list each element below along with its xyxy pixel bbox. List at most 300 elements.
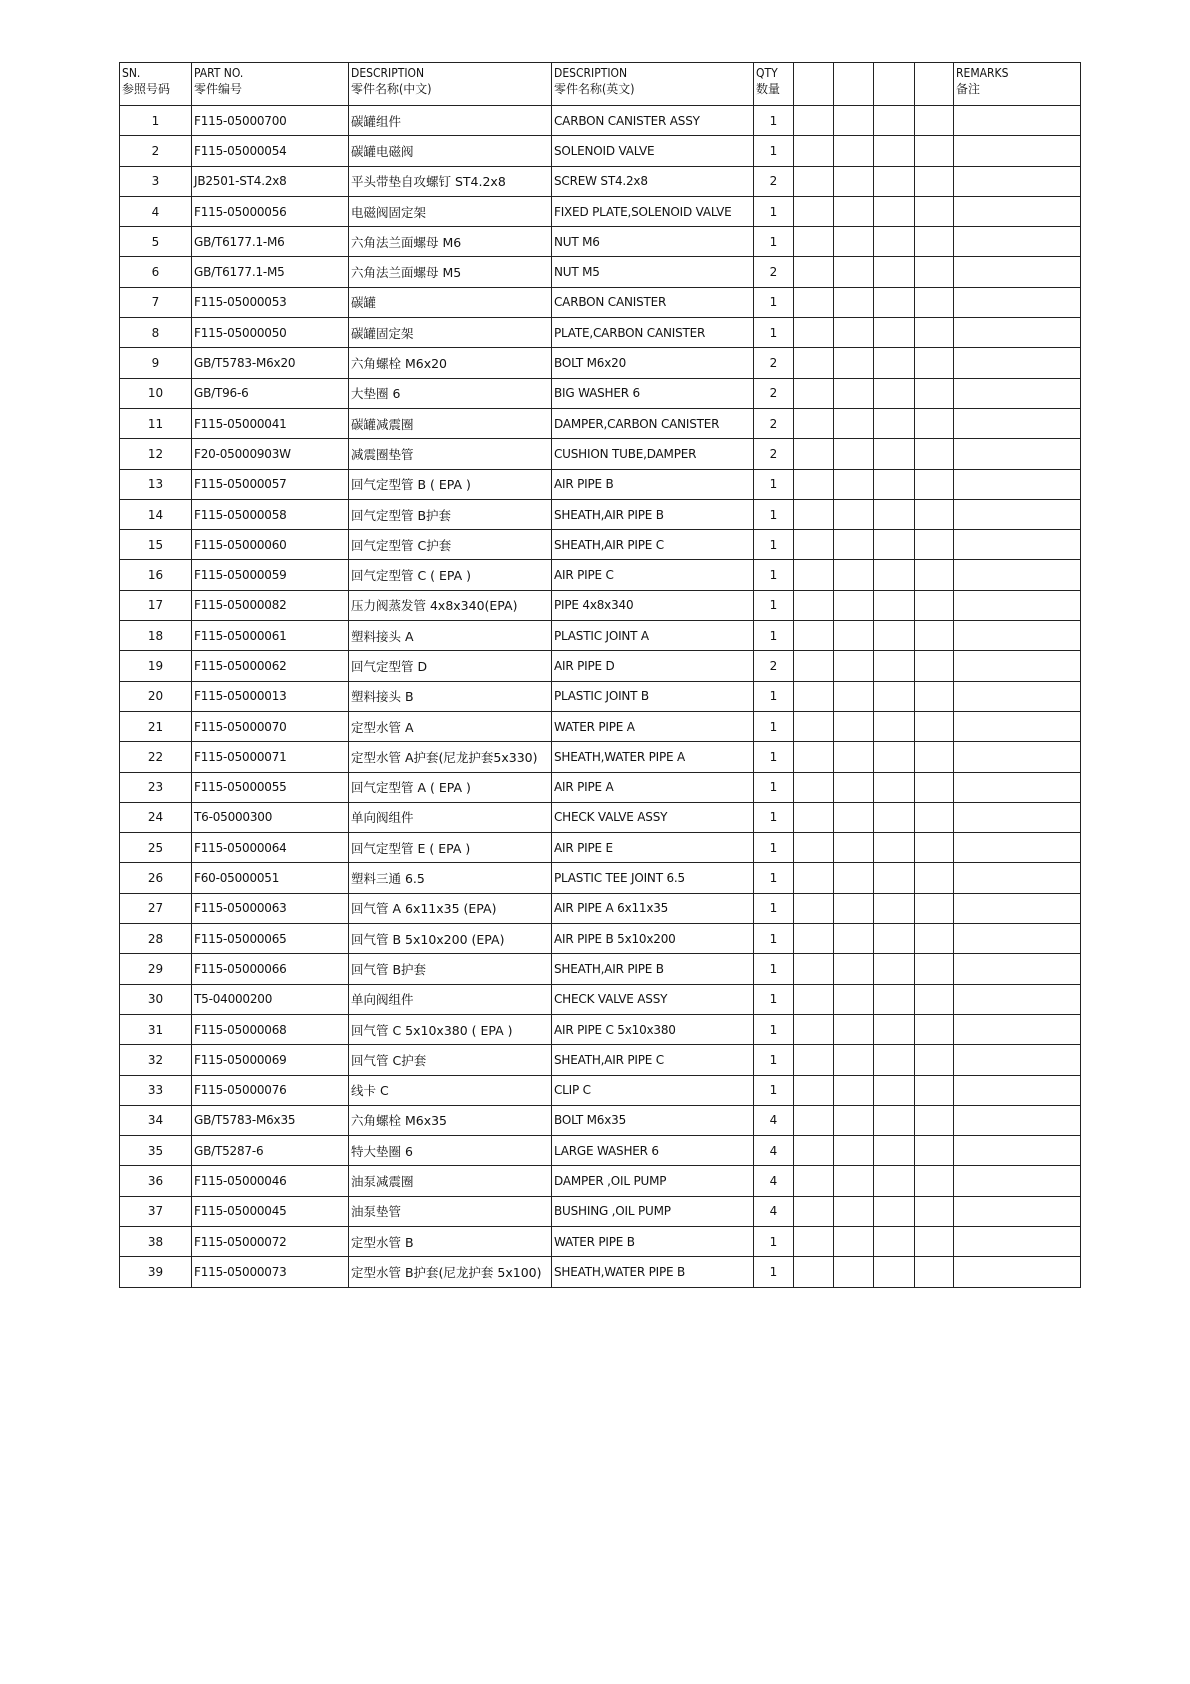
- blank-cell-1: [794, 863, 834, 893]
- blank-cell-4: [915, 499, 954, 529]
- sn-cell: 9: [120, 348, 192, 378]
- part-no-cell: F115-05000071: [192, 742, 349, 772]
- part-no-cell: F115-05000062: [192, 651, 349, 681]
- description-cn-cell: 定型水管 A: [349, 711, 552, 741]
- description-cn-cell: 回气定型管 B护套: [349, 499, 552, 529]
- part-no-cell: F115-05000065: [192, 924, 349, 954]
- blank-cell-3: [874, 469, 915, 499]
- part-no-cell: GB/T96-6: [192, 378, 349, 408]
- sn-cell: 2: [120, 136, 192, 166]
- description-cn-cell: 定型水管 A护套(尼龙护套5x330): [349, 742, 552, 772]
- table-row: [120, 893, 1081, 923]
- description-cn-cell: 塑料接头 A: [349, 621, 552, 651]
- table-row: [120, 590, 1081, 620]
- blank-cell-1: [794, 1136, 834, 1166]
- sn-cell: 7: [120, 287, 192, 317]
- blank-cell-4: [915, 348, 954, 378]
- blank-cell-2: [834, 833, 874, 863]
- blank-cell-1: [794, 681, 834, 711]
- blank-cell-2: [834, 621, 874, 651]
- description-en-cell: LARGE WASHER 6: [552, 1136, 754, 1166]
- table-row: [120, 621, 1081, 651]
- table-row: [120, 651, 1081, 681]
- sn-cell: 6: [120, 257, 192, 287]
- remarks-cell: [954, 348, 1081, 378]
- blank-cell-1: [794, 711, 834, 741]
- qty-cell: 2: [754, 378, 794, 408]
- blank-cell-3: [874, 651, 915, 681]
- sn-cell: 4: [120, 196, 192, 226]
- part-no-cell: JB2501-ST4.2x8: [192, 166, 349, 196]
- blank-cell-2: [834, 408, 874, 438]
- part-no-cell: F115-05000700: [192, 106, 349, 136]
- blank-cell-2: [834, 257, 874, 287]
- blank-cell-1: [794, 378, 834, 408]
- description-cn-cell: 回气定型管 C ( EPA ): [349, 560, 552, 590]
- blank-cell-4: [915, 651, 954, 681]
- blank-cell-4: [915, 469, 954, 499]
- blank-cell-3: [874, 590, 915, 620]
- blank-cell-1: [794, 166, 834, 196]
- table-row: [120, 924, 1081, 954]
- blank-cell-1: [794, 651, 834, 681]
- blank-cell-1: [794, 1226, 834, 1256]
- remarks-cell: [954, 711, 1081, 741]
- qty-cell: 1: [754, 560, 794, 590]
- table-row: [120, 378, 1081, 408]
- header-description-en: DESCRIPTION 零件名称(英文): [552, 63, 754, 106]
- table-row: [120, 1166, 1081, 1196]
- description-en-cell: SHEATH,AIR PIPE C: [552, 530, 754, 560]
- description-cn-cell: 碳罐组件: [349, 106, 552, 136]
- blank-cell-2: [834, 1075, 874, 1105]
- qty-cell: 1: [754, 954, 794, 984]
- sn-cell: 37: [120, 1196, 192, 1226]
- sn-cell: 19: [120, 651, 192, 681]
- remarks-cell: [954, 1226, 1081, 1256]
- blank-cell-2: [834, 1136, 874, 1166]
- blank-cell-4: [915, 560, 954, 590]
- blank-cell-1: [794, 1105, 834, 1135]
- blank-cell-1: [794, 893, 834, 923]
- description-cn-cell: 平头带垫自攻螺钉 ST4.2x8: [349, 166, 552, 196]
- description-en-cell: CLIP C: [552, 1075, 754, 1105]
- blank-cell-4: [915, 106, 954, 136]
- sn-cell: 12: [120, 439, 192, 469]
- remarks-cell: [954, 984, 1081, 1014]
- description-cn-cell: 线卡 C: [349, 1075, 552, 1105]
- sn-cell: 27: [120, 893, 192, 923]
- blank-cell-4: [915, 742, 954, 772]
- blank-cell-4: [915, 1196, 954, 1226]
- header-blank-2: [834, 63, 874, 106]
- description-en-cell: PLASTIC JOINT B: [552, 681, 754, 711]
- blank-cell-3: [874, 772, 915, 802]
- table-row: [120, 711, 1081, 741]
- description-en-cell: AIR PIPE B: [552, 469, 754, 499]
- description-cn-cell: 定型水管 B: [349, 1226, 552, 1256]
- qty-cell: 1: [754, 318, 794, 348]
- blank-cell-3: [874, 318, 915, 348]
- qty-cell: 2: [754, 166, 794, 196]
- blank-cell-3: [874, 287, 915, 317]
- table-row: [120, 499, 1081, 529]
- blank-cell-2: [834, 287, 874, 317]
- blank-cell-3: [874, 1257, 915, 1287]
- description-en-cell: AIR PIPE B 5x10x200: [552, 924, 754, 954]
- qty-cell: 1: [754, 530, 794, 560]
- blank-cell-1: [794, 196, 834, 226]
- qty-cell: 1: [754, 1226, 794, 1256]
- blank-cell-4: [915, 257, 954, 287]
- header-qty: QTY 数量: [754, 63, 794, 106]
- blank-cell-3: [874, 1166, 915, 1196]
- blank-cell-1: [794, 1045, 834, 1075]
- description-en-cell: CUSHION TUBE,DAMPER: [552, 439, 754, 469]
- sn-cell: 13: [120, 469, 192, 499]
- blank-cell-4: [915, 681, 954, 711]
- remarks-cell: [954, 1166, 1081, 1196]
- blank-cell-1: [794, 954, 834, 984]
- sn-cell: 16: [120, 560, 192, 590]
- blank-cell-3: [874, 227, 915, 257]
- blank-cell-4: [915, 1257, 954, 1287]
- part-no-cell: F115-05000069: [192, 1045, 349, 1075]
- description-cn-cell: 回气管 C护套: [349, 1045, 552, 1075]
- blank-cell-2: [834, 166, 874, 196]
- blank-cell-3: [874, 257, 915, 287]
- description-en-cell: DAMPER ,OIL PUMP: [552, 1166, 754, 1196]
- part-no-cell: F115-05000061: [192, 621, 349, 651]
- table-row: [120, 257, 1081, 287]
- description-en-cell: BOLT M6x35: [552, 1105, 754, 1135]
- blank-cell-4: [915, 863, 954, 893]
- table-row: [120, 469, 1081, 499]
- blank-cell-3: [874, 863, 915, 893]
- qty-cell: 1: [754, 499, 794, 529]
- remarks-cell: [954, 742, 1081, 772]
- blank-cell-2: [834, 530, 874, 560]
- part-no-cell: F115-05000070: [192, 711, 349, 741]
- description-cn-cell: 定型水管 B护套(尼龙护套 5x100): [349, 1257, 552, 1287]
- description-cn-cell: 塑料三通 6.5: [349, 863, 552, 893]
- part-no-cell: F115-05000072: [192, 1226, 349, 1256]
- description-cn-cell: 回气定型管 E ( EPA ): [349, 833, 552, 863]
- description-en-cell: CHECK VALVE ASSY: [552, 802, 754, 832]
- description-en-cell: AIR PIPE D: [552, 651, 754, 681]
- blank-cell-2: [834, 378, 874, 408]
- blank-cell-3: [874, 560, 915, 590]
- part-no-cell: T6-05000300: [192, 802, 349, 832]
- sn-cell: 8: [120, 318, 192, 348]
- description-cn-cell: 油泵减震圈: [349, 1166, 552, 1196]
- blank-cell-1: [794, 1257, 834, 1287]
- part-no-cell: F115-05000055: [192, 772, 349, 802]
- blank-cell-4: [915, 772, 954, 802]
- remarks-cell: [954, 439, 1081, 469]
- sn-cell: 3: [120, 166, 192, 196]
- blank-cell-3: [874, 1045, 915, 1075]
- qty-cell: 2: [754, 348, 794, 378]
- table-row: [120, 1105, 1081, 1135]
- sn-cell: 31: [120, 1014, 192, 1044]
- table-row: [120, 439, 1081, 469]
- qty-cell: 4: [754, 1166, 794, 1196]
- qty-cell: 4: [754, 1196, 794, 1226]
- table-row: [120, 348, 1081, 378]
- description-en-cell: AIR PIPE C: [552, 560, 754, 590]
- sn-cell: 17: [120, 590, 192, 620]
- header-remarks: REMARKS 备注: [954, 63, 1081, 106]
- blank-cell-3: [874, 954, 915, 984]
- table-row: [120, 530, 1081, 560]
- part-no-cell: F115-05000041: [192, 408, 349, 438]
- blank-cell-1: [794, 590, 834, 620]
- description-cn-cell: 回气定型管 A ( EPA ): [349, 772, 552, 802]
- table-row: [120, 408, 1081, 438]
- description-en-cell: PLASTIC TEE JOINT 6.5: [552, 863, 754, 893]
- description-cn-cell: 单向阀组件: [349, 802, 552, 832]
- blank-cell-4: [915, 287, 954, 317]
- blank-cell-1: [794, 621, 834, 651]
- qty-cell: 1: [754, 1075, 794, 1105]
- remarks-cell: [954, 893, 1081, 923]
- blank-cell-3: [874, 1075, 915, 1105]
- qty-cell: 1: [754, 287, 794, 317]
- qty-cell: 1: [754, 1045, 794, 1075]
- blank-cell-4: [915, 408, 954, 438]
- remarks-cell: [954, 1075, 1081, 1105]
- description-en-cell: CARBON CANISTER: [552, 287, 754, 317]
- qty-cell: 4: [754, 1136, 794, 1166]
- blank-cell-1: [794, 530, 834, 560]
- sn-cell: 22: [120, 742, 192, 772]
- blank-cell-4: [915, 439, 954, 469]
- description-cn-cell: 碳罐电磁阀: [349, 136, 552, 166]
- part-no-cell: F115-05000064: [192, 833, 349, 863]
- blank-cell-4: [915, 1136, 954, 1166]
- remarks-cell: [954, 833, 1081, 863]
- blank-cell-1: [794, 1014, 834, 1044]
- blank-cell-3: [874, 1136, 915, 1166]
- blank-cell-4: [915, 1226, 954, 1256]
- description-cn-cell: 碳罐: [349, 287, 552, 317]
- remarks-cell: [954, 1136, 1081, 1166]
- sn-cell: 33: [120, 1075, 192, 1105]
- sn-cell: 14: [120, 499, 192, 529]
- qty-cell: 1: [754, 742, 794, 772]
- blank-cell-3: [874, 530, 915, 560]
- sn-cell: 21: [120, 711, 192, 741]
- table-row: [120, 984, 1081, 1014]
- description-en-cell: FIXED PLATE,SOLENOID VALVE: [552, 196, 754, 226]
- blank-cell-4: [915, 166, 954, 196]
- part-no-cell: F115-05000046: [192, 1166, 349, 1196]
- blank-cell-2: [834, 227, 874, 257]
- description-cn-cell: 压力阀蒸发管 4x8x340(EPA): [349, 590, 552, 620]
- header-blank-3: [874, 63, 915, 106]
- blank-cell-4: [915, 1014, 954, 1044]
- blank-cell-2: [834, 136, 874, 166]
- part-no-cell: F115-05000050: [192, 318, 349, 348]
- blank-cell-1: [794, 257, 834, 287]
- blank-cell-3: [874, 893, 915, 923]
- blank-cell-3: [874, 621, 915, 651]
- description-en-cell: SHEATH,AIR PIPE B: [552, 499, 754, 529]
- remarks-cell: [954, 106, 1081, 136]
- blank-cell-2: [834, 106, 874, 136]
- blank-cell-1: [794, 1196, 834, 1226]
- part-no-cell: F115-05000068: [192, 1014, 349, 1044]
- qty-cell: 1: [754, 106, 794, 136]
- qty-cell: 1: [754, 833, 794, 863]
- remarks-cell: [954, 772, 1081, 802]
- sn-cell: 38: [120, 1226, 192, 1256]
- qty-cell: 1: [754, 802, 794, 832]
- remarks-cell: [954, 227, 1081, 257]
- blank-cell-2: [834, 1014, 874, 1044]
- blank-cell-4: [915, 1105, 954, 1135]
- qty-cell: 2: [754, 257, 794, 287]
- table-row: [120, 1045, 1081, 1075]
- part-no-cell: F115-05000076: [192, 1075, 349, 1105]
- qty-cell: 2: [754, 651, 794, 681]
- sn-cell: 26: [120, 863, 192, 893]
- blank-cell-1: [794, 136, 834, 166]
- description-cn-cell: 碳罐减震圈: [349, 408, 552, 438]
- sn-cell: 5: [120, 227, 192, 257]
- blank-cell-1: [794, 924, 834, 954]
- qty-cell: 4: [754, 1105, 794, 1135]
- sn-cell: 18: [120, 621, 192, 651]
- description-cn-cell: 六角螺栓 M6x20: [349, 348, 552, 378]
- blank-cell-3: [874, 742, 915, 772]
- parts-table-body: [120, 106, 1081, 1288]
- sn-cell: 15: [120, 530, 192, 560]
- sn-cell: 24: [120, 802, 192, 832]
- description-en-cell: WATER PIPE B: [552, 1226, 754, 1256]
- blank-cell-2: [834, 196, 874, 226]
- part-no-cell: GB/T6177.1-M6: [192, 227, 349, 257]
- description-en-cell: SCREW ST4.2x8: [552, 166, 754, 196]
- blank-cell-1: [794, 833, 834, 863]
- part-no-cell: F115-05000073: [192, 1257, 349, 1287]
- part-no-cell: F115-05000056: [192, 196, 349, 226]
- blank-cell-1: [794, 439, 834, 469]
- remarks-cell: [954, 651, 1081, 681]
- header-part-no: PART NO. 零件编号: [192, 63, 349, 106]
- remarks-cell: [954, 469, 1081, 499]
- header-blank-4: [915, 63, 954, 106]
- blank-cell-4: [915, 1166, 954, 1196]
- description-en-cell: AIR PIPE A: [552, 772, 754, 802]
- description-en-cell: BIG WASHER 6: [552, 378, 754, 408]
- sn-cell: 32: [120, 1045, 192, 1075]
- table-row: [120, 742, 1081, 772]
- blank-cell-3: [874, 1226, 915, 1256]
- remarks-cell: [954, 590, 1081, 620]
- blank-cell-1: [794, 106, 834, 136]
- sn-cell: 35: [120, 1136, 192, 1166]
- qty-cell: 2: [754, 408, 794, 438]
- description-cn-cell: 回气定型管 B ( EPA ): [349, 469, 552, 499]
- description-cn-cell: 塑料接头 B: [349, 681, 552, 711]
- remarks-cell: [954, 318, 1081, 348]
- remarks-cell: [954, 1014, 1081, 1044]
- part-no-cell: F115-05000054: [192, 136, 349, 166]
- qty-cell: 1: [754, 893, 794, 923]
- remarks-cell: [954, 166, 1081, 196]
- blank-cell-3: [874, 1105, 915, 1135]
- remarks-cell: [954, 136, 1081, 166]
- blank-cell-4: [915, 196, 954, 226]
- sn-cell: 36: [120, 1166, 192, 1196]
- qty-cell: 1: [754, 1014, 794, 1044]
- header-sn: SN. 参照号码: [120, 63, 192, 106]
- part-no-cell: F115-05000082: [192, 590, 349, 620]
- part-no-cell: GB/T5287-6: [192, 1136, 349, 1166]
- sn-cell: 11: [120, 408, 192, 438]
- blank-cell-3: [874, 1014, 915, 1044]
- qty-cell: 1: [754, 681, 794, 711]
- blank-cell-4: [915, 318, 954, 348]
- remarks-cell: [954, 257, 1081, 287]
- table-row: [120, 802, 1081, 832]
- table-row: [120, 106, 1081, 136]
- description-cn-cell: 碳罐固定架: [349, 318, 552, 348]
- blank-cell-2: [834, 802, 874, 832]
- remarks-cell: [954, 499, 1081, 529]
- qty-cell: 1: [754, 227, 794, 257]
- description-en-cell: PLATE,CARBON CANISTER: [552, 318, 754, 348]
- blank-cell-2: [834, 348, 874, 378]
- blank-cell-4: [915, 1075, 954, 1105]
- blank-cell-3: [874, 106, 915, 136]
- description-cn-cell: 大垫圈 6: [349, 378, 552, 408]
- description-en-cell: BUSHING ,OIL PUMP: [552, 1196, 754, 1226]
- blank-cell-2: [834, 681, 874, 711]
- blank-cell-3: [874, 166, 915, 196]
- description-cn-cell: 回气定型管 C护套: [349, 530, 552, 560]
- blank-cell-4: [915, 227, 954, 257]
- blank-cell-4: [915, 621, 954, 651]
- description-cn-cell: 回气定型管 D: [349, 651, 552, 681]
- remarks-cell: [954, 681, 1081, 711]
- table-row: [120, 1257, 1081, 1287]
- part-no-cell: GB/T5783-M6x20: [192, 348, 349, 378]
- description-en-cell: AIR PIPE A 6x11x35: [552, 893, 754, 923]
- description-cn-cell: 电磁阀固定架: [349, 196, 552, 226]
- blank-cell-2: [834, 863, 874, 893]
- blank-cell-4: [915, 802, 954, 832]
- qty-cell: 1: [754, 711, 794, 741]
- remarks-cell: [954, 1105, 1081, 1135]
- blank-cell-2: [834, 651, 874, 681]
- part-no-cell: F115-05000057: [192, 469, 349, 499]
- remarks-cell: [954, 1257, 1081, 1287]
- description-cn-cell: 油泵垫管: [349, 1196, 552, 1226]
- table-row: [120, 681, 1081, 711]
- description-en-cell: WATER PIPE A: [552, 711, 754, 741]
- remarks-cell: [954, 863, 1081, 893]
- blank-cell-3: [874, 196, 915, 226]
- description-en-cell: DAMPER,CARBON CANISTER: [552, 408, 754, 438]
- sn-cell: 20: [120, 681, 192, 711]
- description-cn-cell: 回气管 B 5x10x200 (EPA): [349, 924, 552, 954]
- blank-cell-2: [834, 711, 874, 741]
- blank-cell-3: [874, 924, 915, 954]
- description-en-cell: CARBON CANISTER ASSY: [552, 106, 754, 136]
